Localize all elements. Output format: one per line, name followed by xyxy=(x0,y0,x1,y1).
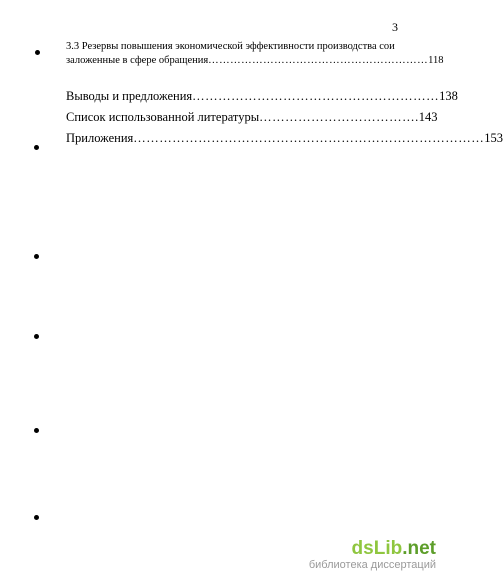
toc-entry-text: Выводы и предложения xyxy=(66,89,193,103)
toc-entry-conclusions xyxy=(66,89,458,103)
watermark-logo xyxy=(309,539,436,572)
toc-leader-dots: ………………………………. xyxy=(259,110,419,124)
toc-leader-dots: ……………………………………………………………………… xyxy=(133,131,485,145)
page-number: 3 xyxy=(392,20,398,34)
toc-page-number: 153 xyxy=(484,131,503,145)
toc-leader-dots: ………………………………………………… xyxy=(192,89,440,103)
toc-page-number: 143 xyxy=(418,110,438,124)
toc-page-number: 118 xyxy=(428,55,444,66)
binder-hole-mark xyxy=(34,254,39,259)
toc-entry-text: заложенные в сфере обращения xyxy=(66,55,209,66)
toc-leader-dots: …………………………………………………… xyxy=(208,55,429,66)
toc-entry-3-3-line-1 xyxy=(66,40,400,53)
toc-page-number: 138 xyxy=(439,89,458,103)
toc-entry-text: Список использованной литературы xyxy=(66,110,260,124)
binder-hole-mark xyxy=(34,334,39,339)
watermark-subtitle: библиотека диссертаций xyxy=(308,559,436,571)
toc-entry-appendices xyxy=(66,131,503,145)
binder-hole-mark xyxy=(34,145,39,150)
toc-entry-text: Приложения xyxy=(66,131,134,145)
binder-hole-mark xyxy=(34,515,39,520)
binder-hole-mark xyxy=(34,428,39,433)
watermark-brand-tld: .net xyxy=(402,538,436,559)
toc-entry-3-3-line-2 xyxy=(66,54,444,67)
binder-hole-mark xyxy=(35,50,40,55)
toc-entry-references xyxy=(66,110,438,124)
watermark-brand: dsLib xyxy=(351,538,403,559)
toc-entry-text: 3.3 Резервы повышения экономической эффективности производства сои xyxy=(66,41,395,52)
